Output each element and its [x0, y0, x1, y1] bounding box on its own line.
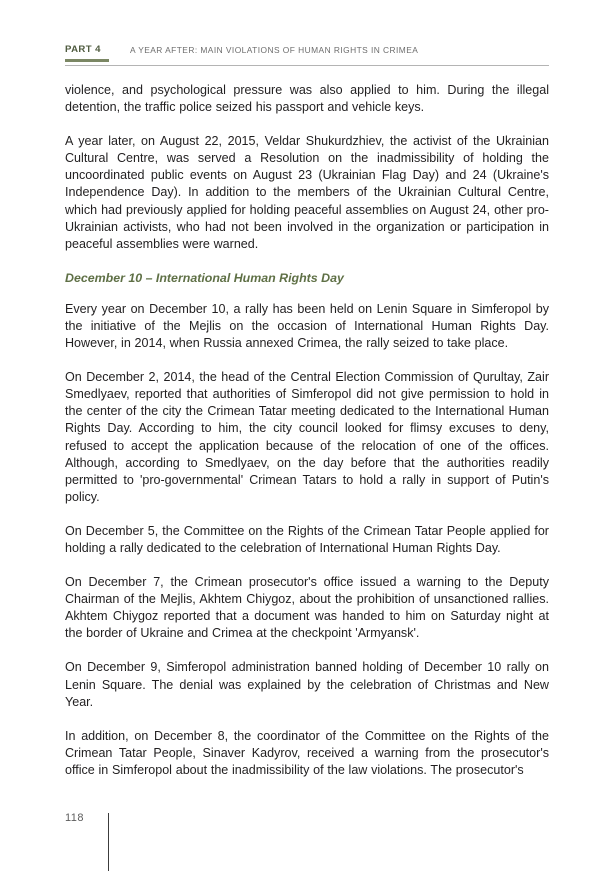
body-text-column	[65, 82, 549, 779]
footer-vertical-divider	[108, 813, 109, 871]
paragraph-december-7: On December 7, the Crimean prosecutor's office issued a warning to the Deputy Chairman of the Mejlis, Akhtem Chiygoz, about the prohibition of unsanctioned rallies. Akhtem Chiygoz reported that a document was handed to him on Saturday night at the border of Ukraine and Crimea at the checkpoint 'Armyansk'.	[65, 575, 549, 641]
paragraph-december-8: In addition, on December 8, the coordinator of the Committee on the Rights of the Crimean Tatar People, Sinaver Kadyrov, received a warning from the prosecutor's office in Simferopol about the inadmissibility of the law violations. The prosecutor's	[65, 728, 549, 777]
paragraph-violence-continuation: violence, and psychological pressure was also applied to him. During the illegal detention, the traffic police seized his passport and vehicle keys.	[65, 83, 549, 115]
page-number: 118	[65, 812, 85, 824]
paragraph-every-year: Every year on December 10, a rally has been held on Lenin Square in Simferopol by the initiative of the Mejlis on the occasion of International Human Rights Day. However, in 2014, when Russia annexed Crimea, the rally seized to take place.	[65, 301, 549, 351]
paragraph-veldar-shukurdzhiev: A year later, on August 22, 2015, Veldar Shukurdzhiev, the activist of the Ukrainian Cultural Centre, was served a Resolution on the inadmissibility of holding the uncoordinated public events on August 23 (Ukrainian Flag Day) and 24 (Ukraine's Independence Day). In addition to the members of the Ukrainian Cultural Centre, which had previously applied for holding peaceful assemblies on August 24, other pro-Ukrainian activists, who had not been involved in the organization or participation in peaceful assemblies were warned.	[65, 134, 549, 251]
header-part-label: PART 4	[65, 44, 101, 55]
paragraph-december-5: On December 5, the Committee on the Rights of the Crimean Tatar People applied for holding a rally dedicated to the celebration of International Human Rights Day.	[65, 523, 549, 555]
paragraph-december-2: On December 2, 2014, the head of the Central Election Commission of Qurultay, Zair Smedlyaev, reported that authorities of Simferopol did not give permission to hold in the center of the city the Crimean Tatar meeting dedicated to the International Human Rights Day. According to him, the city council looked for flimsy excuses to deny, refused to accept the application because of the relocation of one of the offices. Although, according to Smedlyaev, on the day before that the authorities readily permitted to 'pro-governmental' Crimean Tatars to hold a rally in support of Putin's policy.	[65, 370, 549, 504]
header-horizontal-rule	[65, 65, 549, 66]
section-heading-december-10: December 10 – International Human Rights Day	[65, 270, 344, 285]
paragraph-december-9: On December 9, Simferopol administration banned holding of December 10 rally on Lenin Square. The denial was explained by the celebration of Christmas and New Year.	[65, 660, 549, 709]
header-part-underline	[65, 59, 109, 62]
running-header	[65, 44, 549, 66]
header-chapter-title: A YEAR AFTER: MAIN VIOLATIONS OF HUMAN RIGHTS IN CRIMEA	[130, 45, 419, 55]
